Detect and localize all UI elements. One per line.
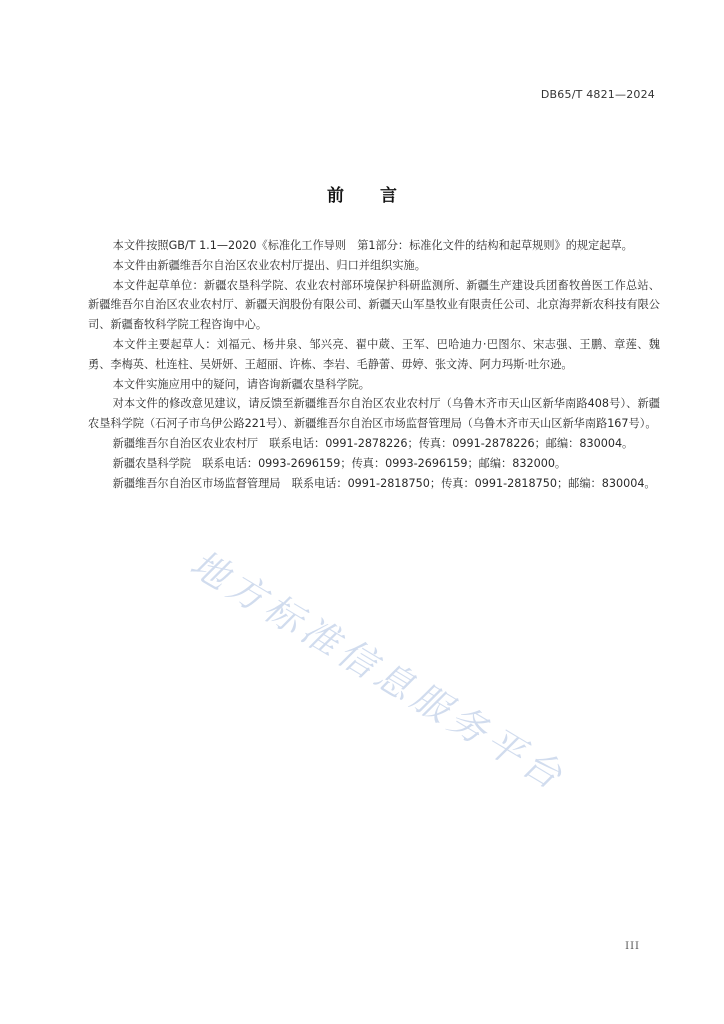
watermark: 地方标准信息服务平台	[182, 541, 574, 801]
page-number: III	[625, 941, 640, 952]
page-title: 前言	[327, 186, 433, 206]
foreword-body	[88, 236, 660, 493]
document-code: DB65/T 4821—2024	[540, 88, 655, 101]
contact-line-academy: 新疆农垦科学院 联系电话：0993-2696159；传真：0993-2696159；邮编：832000。	[112, 456, 567, 470]
paragraph-drafters: 本文件主要起草人：刘福元、杨井泉、邹兴亮、翟中葳、王军、巴哈迪力·巴图尔、宋志强、王鹏、章莲、魏勇、李梅英、杜连柱、吴妍妍、王超丽、许栋、李岩、毛静蕾、毋婷、张文涛、阿力玛斯·吐尔逊。	[88, 337, 660, 371]
paragraph-proposer: 本文件由新疆维吾尔自治区农业农村厅提出、归口并组织实施。	[112, 258, 426, 272]
paragraph-drafting-units: 本文件起草单位：新疆农垦科学院、农业农村部环境保护科研监测所、新疆生产建设兵团畜牧兽医工作总站、新疆维吾尔自治区农业农村厅、新疆天润股份有限公司、新疆天山军垦牧业有限责任公司、北京海羿新农科技有限公司、新疆畜牧科学院工程咨询中心。	[88, 278, 660, 332]
paragraph-inquiry: 本文件实施应用中的疑问，请咨询新疆农垦科学院。	[112, 377, 370, 391]
contact-line-agriculture-dept: 新疆维吾尔自治区农业农村厅 联系电话：0991-2878226；传真：0991-2878226；邮编：830004。	[112, 436, 634, 450]
contact-line-market-bureau: 新疆维吾尔自治区市场监督管理局 联系电话：0991-2818750；传真：0991-2818750；邮编：830004。	[112, 476, 656, 490]
paragraph-feedback: 对本文件的修改意见建议，请反馈至新疆维吾尔自治区农业农村厅（乌鲁木齐市天山区新华南路408号）、新疆农垦科学院（石河子市乌伊公路221号）、新疆维吾尔自治区市场监督管理局（乌鲁木齐市天山区新华南路167号）。	[88, 397, 660, 431]
paragraph-drafting-rules: 本文件按照GB/T 1.1—2020《标准化工作导则 第1部分：标准化文件的结构和起草规则》的规定起草。	[112, 239, 633, 252]
